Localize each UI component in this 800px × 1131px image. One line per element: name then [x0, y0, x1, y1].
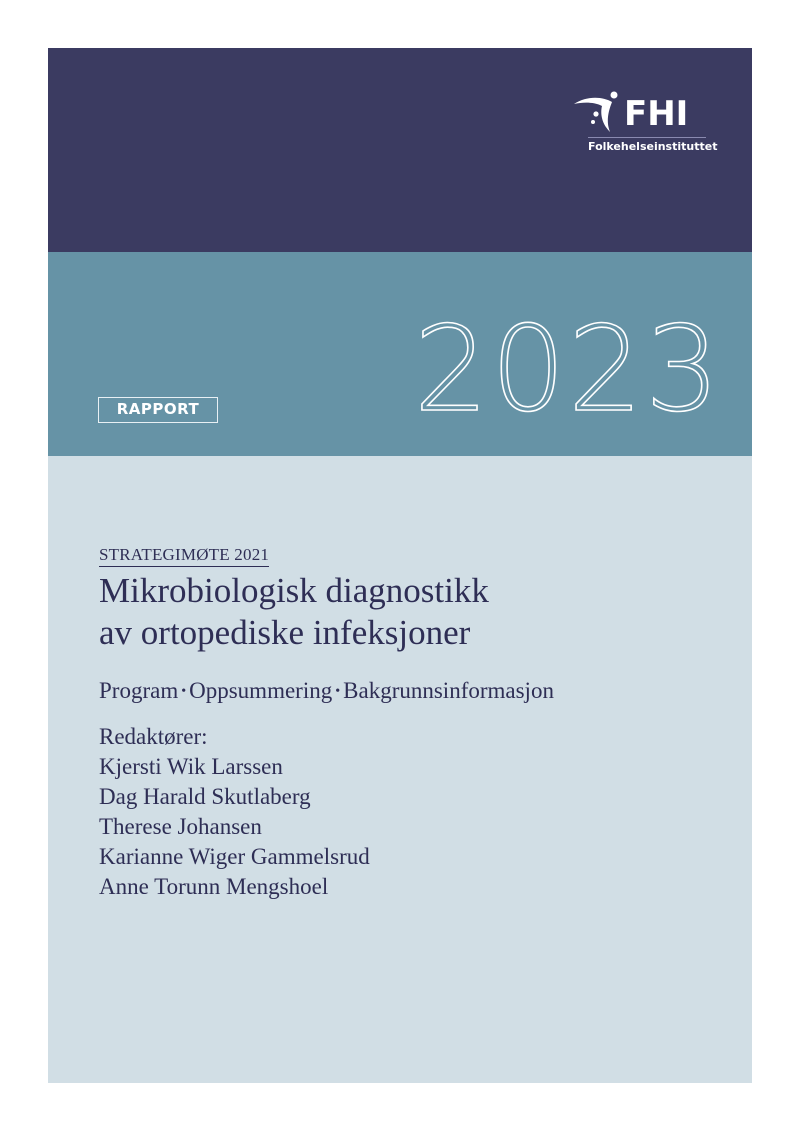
- report-type-badge: RAPPORT: [98, 397, 218, 423]
- report-year: 2023: [413, 300, 722, 438]
- report-cover: [48, 48, 752, 1083]
- fhi-logo: [572, 90, 718, 160]
- editor-name: Karianne Wiger Gammelsrud: [99, 844, 370, 869]
- bullet-separator: •: [335, 684, 341, 699]
- logo-divider: [588, 137, 706, 138]
- fhi-figure-icon: [572, 90, 622, 136]
- report-title: [99, 570, 719, 654]
- title-line-1: Mikrobiologisk diagnostikk: [99, 571, 489, 610]
- header-band: [48, 48, 752, 252]
- title-line-2: av ortopediske infeksjoner: [99, 613, 471, 652]
- editors-label: Redaktører:: [99, 724, 208, 749]
- editor-name: Anne Torunn Mengshoel: [99, 874, 329, 899]
- subtitle-part: Oppsummering: [189, 678, 333, 703]
- subtitle-part: Bakgrunnsinformasjon: [343, 678, 554, 703]
- editor-name: Therese Johansen: [99, 814, 262, 839]
- series-label: STRATEGIMØTE 2021: [99, 545, 269, 567]
- cover-content: [99, 545, 719, 902]
- logo-subtitle: Folkehelseinstituttet: [588, 140, 718, 153]
- bullet-separator: •: [181, 684, 187, 699]
- report-subtitle: [99, 677, 719, 706]
- editors-list: [99, 722, 719, 902]
- editor-name: Kjersti Wik Larssen: [99, 754, 283, 779]
- logo-name: FHI: [624, 94, 689, 134]
- subtitle-part: Program: [99, 678, 179, 703]
- editor-name: Dag Harald Skutlaberg: [99, 784, 311, 809]
